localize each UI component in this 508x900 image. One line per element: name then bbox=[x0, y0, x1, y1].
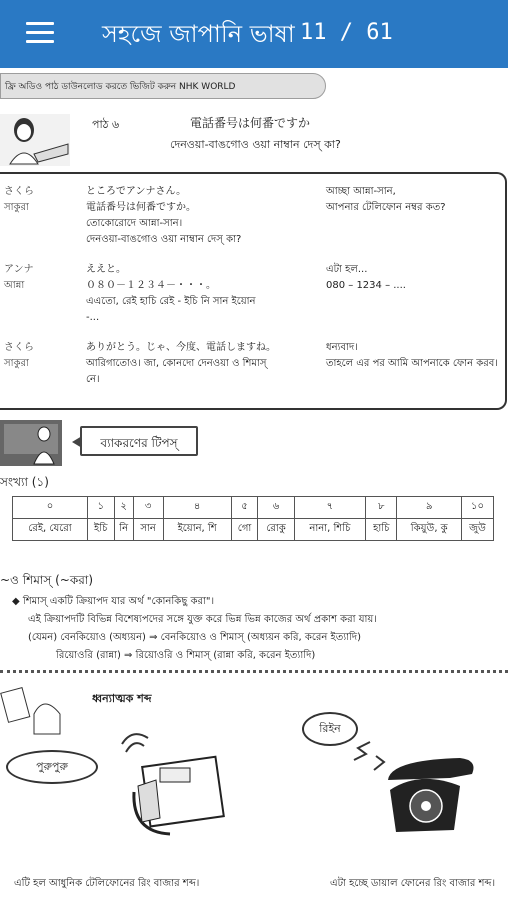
teacher-illustration bbox=[0, 420, 62, 466]
table-cell: ইয়োন, শি bbox=[163, 519, 231, 541]
numbers-heading: সংখ্যা (১) bbox=[0, 475, 49, 489]
dialogue-box bbox=[0, 172, 507, 410]
numbers-table bbox=[12, 496, 494, 541]
shimasu-line: (যেমন) বেনকিয়োও (অধ্যয়ন) ⇒ বেনকিয়োও ও শিমাস্ (অধ্যয়ন করি, করেন ইত্যাদি) bbox=[28, 632, 362, 643]
table-row bbox=[13, 497, 494, 519]
grammar-tips-label: ব্যাকরণের টিপস্ bbox=[80, 426, 198, 456]
onomatopoeia-heading: ধ্বন্যাত্মক শব্দ bbox=[92, 692, 152, 705]
dialogue-translation: আচ্ছা আন্না-সান, আপনার টেলিফোন নম্বর কত? bbox=[326, 186, 446, 213]
grammar-tips-row bbox=[0, 420, 508, 466]
dialogue-japanese: ところでアンナさん。 電話番号は何番ですか。 তোকোরোদে আন্না-সান। দেনওয়া-বাঙগোও ওয়া নাম্বান দেস্ কা? bbox=[86, 186, 242, 245]
page-indicator: 11 / 61 bbox=[300, 20, 393, 45]
telephone-sound-icon bbox=[0, 684, 80, 744]
shimasu-line: রিয়োওরি (রান্না) ⇒ রিয়োওরি ও শিমাস্ (রান্না করি, করেন ইত্যাদি) bbox=[56, 650, 316, 661]
table-cell: নানা, শিচি bbox=[294, 519, 365, 541]
table-cell: জুউ bbox=[461, 519, 493, 541]
student-illustration bbox=[0, 114, 70, 166]
table-cell: ৩ bbox=[133, 497, 163, 519]
dial-phone-caption: এটা হচ্ছে ডায়াল ফোনের রিং বাজার শব্দ। bbox=[330, 878, 496, 889]
speaker: さくら সাকুরা bbox=[4, 186, 34, 213]
table-cell: ৯ bbox=[397, 497, 462, 519]
table-row bbox=[13, 519, 494, 541]
dialogue-translation: ধন্যবাদ। তাহলে এর পর আমি আপনাকে ফোন করব। bbox=[326, 342, 498, 369]
table-cell: ইচি bbox=[87, 519, 114, 541]
table-cell: ৬ bbox=[258, 497, 294, 519]
nhk-download-banner[interactable]: ফ্রি অডিও পাঠ ডাউনলোড করতে ভিজিট করুন NHK WORLD bbox=[0, 73, 326, 99]
speaker: さくら সাকুরা bbox=[4, 342, 34, 369]
lesson-number: পাঠ ৬ bbox=[92, 118, 120, 131]
table-cell: ৮ bbox=[366, 497, 397, 519]
lesson-japanese-title: 電話番号は何番ですか bbox=[190, 116, 311, 130]
app-bar bbox=[0, 0, 508, 68]
shimasu-line: ◆ শিমাস্ একটি ক্রিয়াপদ যার অর্থ "কোনকিছু করা"। bbox=[12, 596, 215, 607]
lesson-bengali-title: দেনওয়া-বাঙগোও ওয়া নাম্বান দেস্ কা? bbox=[170, 138, 341, 151]
table-cell: সান bbox=[133, 519, 163, 541]
table-cell: ৭ bbox=[294, 497, 365, 519]
table-cell: হাচি bbox=[366, 519, 397, 541]
table-cell: রোকু bbox=[258, 519, 294, 541]
shimasu-heading: ~ও শিমাস্ (~করা) bbox=[0, 573, 94, 587]
lesson-header bbox=[0, 110, 508, 170]
table-cell: নি bbox=[114, 519, 133, 541]
table-cell: ১ bbox=[87, 497, 114, 519]
table-cell: ১০ bbox=[461, 497, 493, 519]
dialogue-translation: এটা হল... 080 – 1234 – .... bbox=[326, 264, 406, 291]
table-cell: কিয়ুউ, কু bbox=[397, 519, 462, 541]
modern-phone-caption: এটি হল আধুনিক টেলিফোনের রিং বাজার শব্দ। bbox=[14, 878, 200, 889]
app-title: সহজে জাপানি ভাষা bbox=[102, 20, 295, 48]
speaker: アンナ আন্না bbox=[4, 264, 34, 291]
menu-icon[interactable] bbox=[26, 22, 54, 44]
table-cell: ০ bbox=[13, 497, 88, 519]
table-cell: গো bbox=[231, 519, 258, 541]
modern-phone-sound-bubble: পুরুপুরু bbox=[6, 750, 98, 784]
table-cell: রেই, যেরো bbox=[13, 519, 88, 541]
dial-phone-sound-bubble: রিইন bbox=[302, 712, 358, 746]
table-cell: ৪ bbox=[163, 497, 231, 519]
table-cell: ৫ bbox=[231, 497, 258, 519]
section-divider bbox=[0, 670, 508, 683]
dial-phone-icon bbox=[350, 730, 490, 840]
dialogue-japanese: ありがとう。じゃ、今度、電話しますね。 আরিগাতোও। জা, কোনদো দেনওয়া ও শিমাস্ নে। bbox=[86, 342, 276, 385]
modern-phone-icon bbox=[120, 722, 230, 842]
shimasu-line: এই ক্রিয়াপদটি বিভিন্ন বিশেষ্যপদের সঙ্গে যুক্ত করে ভিন্ন ভিন্ন কাজের অর্থ প্রকাশ করা যায়। bbox=[28, 614, 377, 625]
table-cell: ২ bbox=[114, 497, 133, 519]
dialogue-japanese: ええと。 ０８０－１２３４－・・・。 এএতো, রেই হাচি রেই - ইচি নি সান ইয়োন -... bbox=[86, 264, 256, 323]
